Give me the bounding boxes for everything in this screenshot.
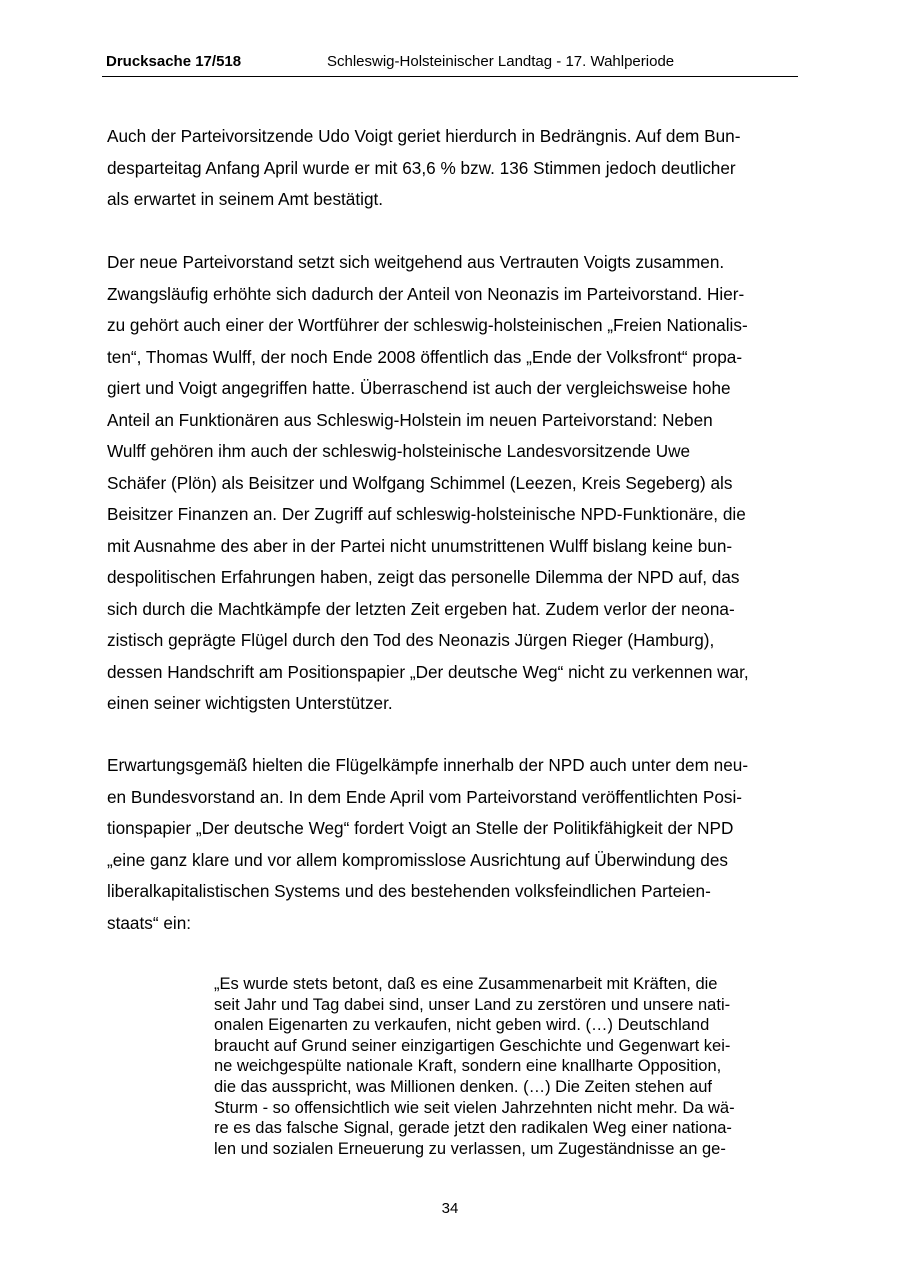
header-organization: Schleswig-Holsteinischer Landtag - 17. Wahlperiode xyxy=(327,53,675,70)
quote-line: ne weichgespülte nationale Kraft, sondern eine knallharte Opposition, xyxy=(214,1057,722,1076)
text-line: Schäfer (Plön) als Beisitzer und Wolfgang Schimmel (Leezen, Kreis Segeberg) als xyxy=(107,472,733,493)
text-line: Wulff gehören ihm auch der schleswig-holsteinische Landesvorsitzende Uwe xyxy=(107,441,691,461)
quote-line: onalen Eigenarten zu verkaufen, nicht geben wird. (…) Deutschland xyxy=(214,1016,710,1035)
text-line: desparteitag Anfang April wurde er mit 63,6 % bzw. 136 Stimmen jedoch deutlicher xyxy=(107,157,736,178)
paragraph-1 xyxy=(107,121,795,216)
quote-line: re es das falsche Signal, gerade jetzt den radikalen Weg einer nationa- xyxy=(214,1119,732,1138)
block-quote xyxy=(214,974,794,1159)
text-line: tionspapier „Der deutsche Weg“ fordert Voigt an Stelle der Politikfähigkeit der NPD xyxy=(107,818,734,838)
text-line: Auch der Parteivorsitzende Udo Voigt geriet hierdurch in Bedrängnis. Auf dem Bun- xyxy=(107,126,741,146)
text-line: als erwartet in seinem Amt bestätigt. xyxy=(107,189,384,209)
page-header xyxy=(102,52,798,77)
text-line: mit Ausnahme des aber in der Partei nicht unumstrittenen Wulff bislang keine bun- xyxy=(107,535,733,556)
text-line: staats“ ein: xyxy=(107,912,192,933)
text-line: zu gehört auch einer der Wortführer der schleswig-holsteinischen „Freien Nationalis- xyxy=(107,315,748,335)
paragraph-3 xyxy=(107,750,795,939)
quote-line: braucht auf Grund seiner einzigartigen Geschichte und Gegenwart kei- xyxy=(214,1036,731,1055)
text-line: dessen Handschrift am Positionspapier „Der deutsche Weg“ nicht zu verkennen war, xyxy=(107,661,749,682)
text-line: Beisitzer Finanzen an. Der Zugriff auf schleswig-holsteinische NPD-Funktionäre, die xyxy=(107,504,746,524)
text-line: Erwartungsgemäß hielten die Flügelkämpfe innerhalb der NPD auch unter dem neu- xyxy=(107,755,749,775)
quote-line: seit Jahr und Tag dabei sind, unser Land zu zerstören und unsere nati- xyxy=(214,995,731,1014)
text-line: giert und Voigt angegriffen hatte. Überraschend ist auch der vergleichsweise hohe xyxy=(107,378,731,398)
text-line: sich durch die Machtkämpfe der letzten Zeit ergeben hat. Zudem verlor der neona- xyxy=(107,598,735,619)
text-line: liberalkapitalistischen Systems und des bestehenden volksfeindlichen Parteien- xyxy=(107,881,711,901)
text-line: einen seiner wichtigsten Unterstützer. xyxy=(107,693,393,713)
text-line: „eine ganz klare und vor allem kompromisslose Ausrichtung auf Überwindung des xyxy=(107,849,728,870)
text-line: ten“, Thomas Wulff, der noch Ende 2008 öffentlich das „Ende der Volksfront“ propa- xyxy=(107,346,743,367)
document-number: Drucksache 17/518 xyxy=(106,53,242,70)
page-number: 34 xyxy=(441,1200,459,1217)
paragraph-2 xyxy=(107,247,795,720)
text-line: Anteil an Funktionären aus Schleswig-Holstein im neuen Parteivorstand: Neben xyxy=(107,409,713,430)
text-line: Der neue Parteivorstand setzt sich weitgehend aus Vertrauten Voigts zusammen. xyxy=(107,252,725,272)
text-line: zistisch geprägte Flügel durch den Tod des Neonazis Jürgen Rieger (Hamburg), xyxy=(107,630,715,650)
text-line: en Bundesvorstand an. In dem Ende April vom Parteivorstand veröffentlichten Posi- xyxy=(107,786,743,807)
quote-line: die das ausspricht, was Millionen denken. (…) Die Zeiten stehen auf xyxy=(214,1077,713,1096)
text-line: despolitischen Erfahrungen haben, zeigt das personelle Dilemma der NPD auf, das xyxy=(107,567,740,587)
quote-line: Sturm - so offensichtlich wie seit vielen Jahrzehnten nicht mehr. Da wä- xyxy=(214,1098,735,1117)
quote-line: „Es wurde stets betont, daß es eine Zusammenarbeit mit Kräften, die xyxy=(214,975,718,993)
text-line: Zwangsläufig erhöhte sich dadurch der Anteil von Neonazis im Parteivorstand. Hier- xyxy=(107,283,745,304)
quote-line: len und sozialen Erneuerung zu verlassen, um Zugeständnisse an ge- xyxy=(214,1139,726,1158)
